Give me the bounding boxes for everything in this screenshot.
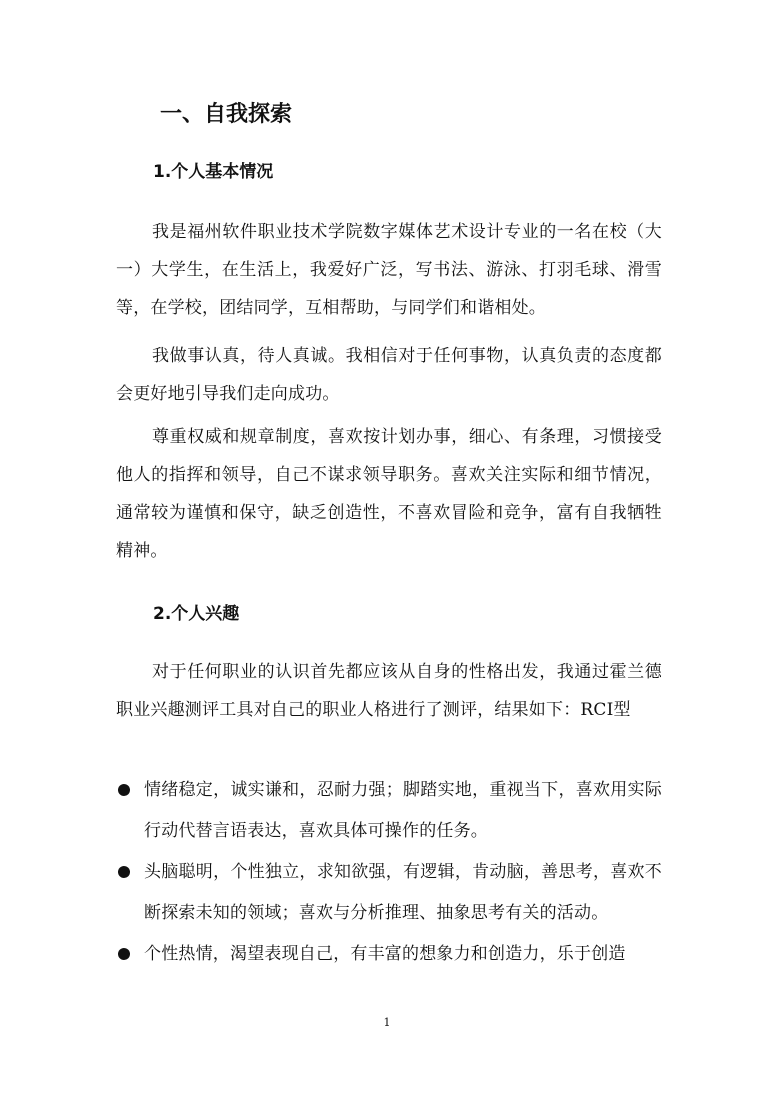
list-item-text: 情绪稳定，诚实谦和，忍耐力强；脚踏实地，重视当下，喜欢用实际行动代替言语表达，喜欢具体可操作的任务。 <box>144 780 662 841</box>
bullet-dot-icon <box>118 866 130 878</box>
paragraph-holland-test: 对于任何职业的认识首先都应该从自身的性格出发，我通过霍兰德职业兴趣测评工具对自己的职业人格进行了测评，结果如下：RCI型 <box>116 662 662 720</box>
subsection-title-basic-info: 1.个人基本情况 <box>153 162 274 182</box>
bullet-dot-icon <box>118 948 130 960</box>
list-item-text: 个性热情，渴望表现自己，有丰富的想象力和创造力，乐于创造 <box>144 944 626 964</box>
paragraph-intro: 我是福州软件职业技术学院数字媒体艺术设计专业的一名在校（大一）大学生，在生活上，我爱好广泛，写书法、游泳、打羽毛球、滑雪等，在学校，团结同学，互相帮助，与同学们和谐相处。 <box>116 222 662 318</box>
bullet-dot-icon <box>118 784 130 796</box>
section-title: 一、自我探索 <box>160 102 293 127</box>
trait-list <box>116 770 662 975</box>
paragraph-attitude: 我做事认真，待人真诚。我相信对于任何事物，认真负责的态度都会更好地引导我们走向成功。 <box>116 346 662 404</box>
list-item <box>116 770 662 852</box>
paragraph-personality: 尊重权威和规章制度，喜欢按计划办事，细心、有条理，习惯接受他人的指挥和领导，自己不谋求领导职务。喜欢关注实际和细节情况，通常较为谨慎和保守，缺乏创造性，不喜欢冒险和竞争，富有自我牺牲精神。 <box>116 427 662 561</box>
subsection-title-interests: 2.个人兴趣 <box>153 604 240 624</box>
list-item-text: 头脑聪明，个性独立，求知欲强，有逻辑，肯动脑，善思考，喜欢不断探索未知的领域；喜欢与分析推理、抽象思考有关的活动。 <box>144 862 662 923</box>
list-item <box>116 934 662 975</box>
page-number: 1 <box>383 1016 391 1029</box>
list-item <box>116 852 662 934</box>
